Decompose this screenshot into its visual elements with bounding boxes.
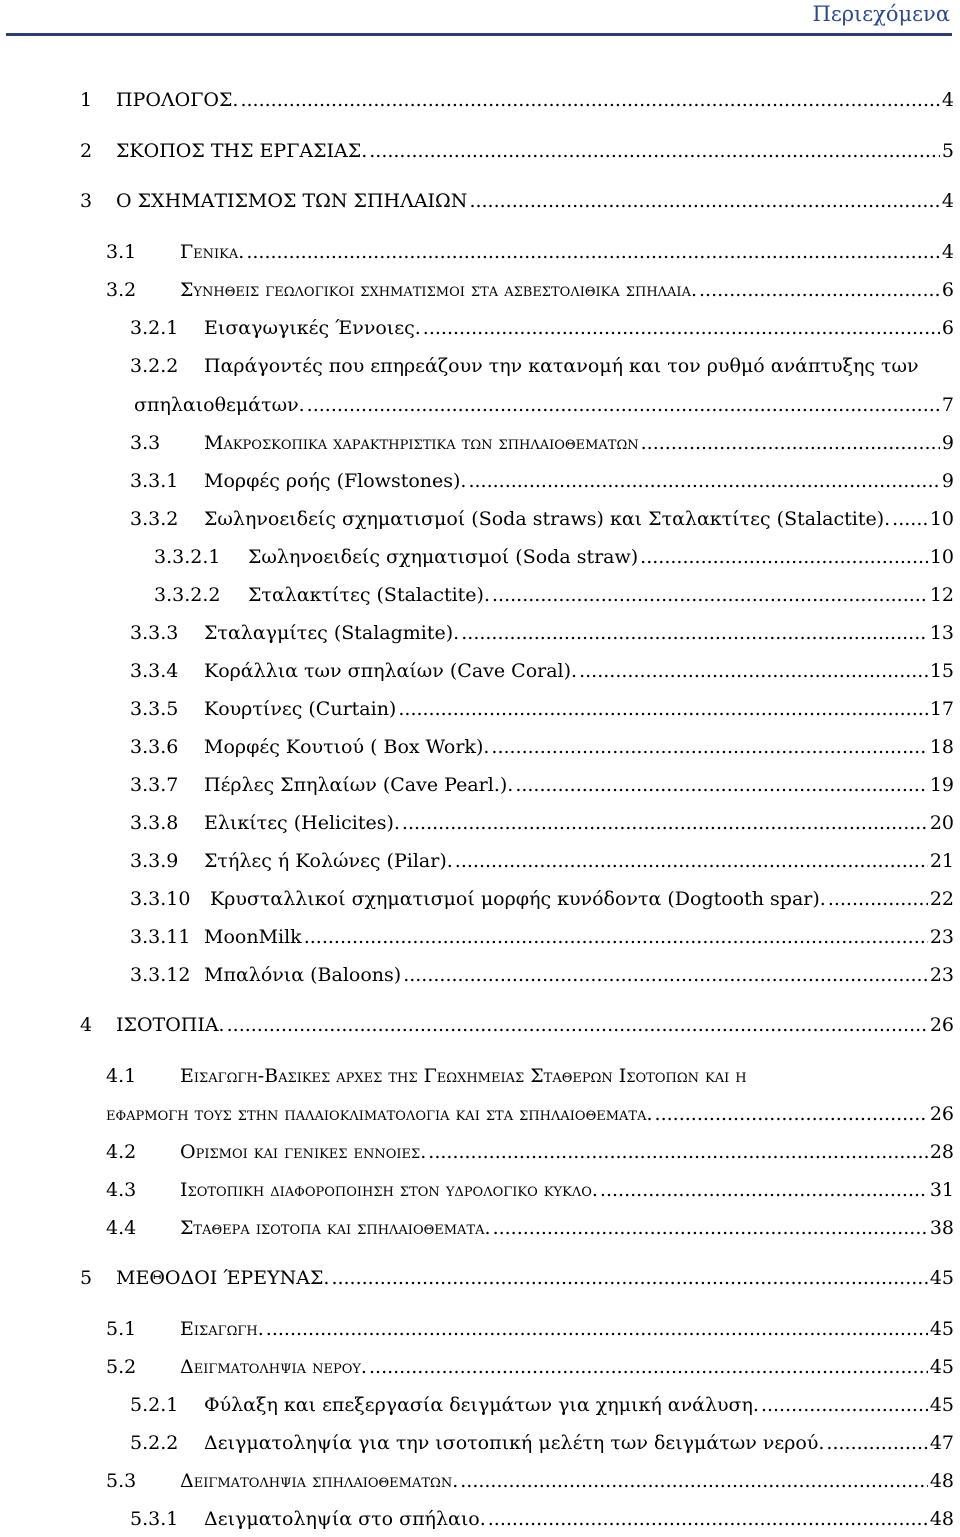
toc-title: Μπαλόνια (Baloons) [204, 964, 402, 986]
toc-title: ΠΡΟΛΟΓΟΣ. [116, 89, 239, 111]
toc-leader [331, 1260, 927, 1296]
page-header-title: Περιεχόμενα [812, 2, 950, 26]
toc-title: Παράγοντές που επηρεάζουν την κατανομή και τον ρυθμό ανάπτυξης των [204, 355, 919, 377]
toc-leader [423, 310, 940, 346]
toc-entry[interactable] [130, 691, 954, 727]
toc-page: 28 [929, 1141, 954, 1163]
toc-number: 1 [80, 89, 93, 111]
toc-page: 6 [941, 317, 954, 339]
toc-page: 48 [929, 1470, 954, 1492]
toc-leader [600, 1172, 928, 1208]
toc-entry[interactable] [154, 577, 954, 613]
toc-entry[interactable] [130, 348, 954, 384]
toc-leader [515, 767, 928, 803]
toc-number: 5.3.1 [130, 1508, 179, 1530]
toc-title: ΣΚΟΠΟΣ ΤΗΣ ΕΡΓΑΣΙΑΣ. [116, 140, 368, 162]
toc-number: 4.1 [106, 1065, 137, 1087]
toc-entry[interactable] [106, 272, 954, 308]
toc-title-continued: εφαρμογη τους στην παλαιοκλιματολογια και στα σπηλαιοθεματα. [106, 1103, 653, 1125]
toc-entry[interactable] [80, 133, 954, 169]
toc-entry[interactable] [130, 919, 954, 955]
toc-page: 10 [929, 546, 954, 568]
toc-entry[interactable] [106, 1311, 954, 1347]
toc-title: Συνηθεις γεωλογικοι σχηματισμοι στα ασβεστολιθικα σπηλαια. [180, 279, 697, 301]
toc-title: Φύλαξη και επεξεργασία δειγμάτων για χημική ανάλυση. [204, 1394, 759, 1416]
toc-number: 5.2 [106, 1356, 137, 1378]
toc-leader [428, 1134, 928, 1170]
toc-entry[interactable] [130, 957, 954, 993]
toc-leader [640, 539, 928, 575]
toc-page: 7 [941, 394, 954, 416]
toc-entry[interactable] [106, 1134, 954, 1170]
toc-number: 3.3.1 [130, 470, 179, 492]
toc-title: Σταλακτίτες (Stalactite). [248, 584, 490, 606]
toc-entry[interactable] [130, 729, 954, 765]
toc-number: 3.3.3 [130, 622, 179, 644]
toc-leader [460, 1463, 928, 1499]
toc-entry[interactable] [80, 1007, 954, 1043]
toc-page: 45 [929, 1267, 954, 1289]
toc-entry[interactable] [130, 463, 954, 499]
toc-number: 3.3.10 [130, 888, 191, 910]
toc-number: 3.3.8 [130, 812, 179, 834]
toc-leader [240, 82, 939, 118]
toc-entry-continuation[interactable] [106, 1096, 954, 1132]
toc-leader [403, 957, 928, 993]
toc-number: 3.3.6 [130, 736, 179, 758]
toc-title: Σταθερα ισοτοπα και σπηλαιοθεματα. [180, 1217, 491, 1239]
toc-number: 4.3 [106, 1179, 137, 1201]
toc-number: 5.2.1 [130, 1394, 179, 1416]
toc-title: Ισοτοπικη διαφοροποιηση στον υδρολογικο κυκλο. [180, 1179, 598, 1201]
toc-leader [369, 133, 940, 169]
toc-page: 31 [929, 1179, 954, 1201]
toc-page: 26 [929, 1103, 954, 1125]
toc-title: Σωληνοειδείς σχηματισμοί (Soda straw) [248, 546, 639, 568]
toc-title: Δειγματοληψια σπηλαιοθεματων. [180, 1470, 459, 1492]
toc-number: 3.3.2 [130, 508, 179, 530]
toc-title: Γενικα. [180, 241, 245, 263]
toc-leader [826, 1425, 927, 1461]
toc-leader [468, 463, 939, 499]
toc-leader [761, 1387, 928, 1423]
toc-title: Ελικίτες (Helicites). [204, 812, 400, 834]
toc-page: 20 [929, 812, 954, 834]
toc-page: 9 [941, 470, 954, 492]
toc-leader [828, 881, 928, 917]
toc-leader [892, 501, 928, 537]
toc-page: 23 [929, 926, 954, 948]
toc-entry[interactable] [130, 310, 954, 346]
toc-title: Κουρτίνες (Curtain) [204, 698, 397, 720]
toc-leader [266, 1311, 928, 1347]
toc-number: 5 [80, 1267, 93, 1289]
toc-entry[interactable] [130, 843, 954, 879]
toc-leader [246, 234, 940, 270]
toc-leader [491, 729, 927, 765]
toc-number: 3.2.1 [130, 317, 179, 339]
toc-page: 18 [929, 736, 954, 758]
toc-leader [655, 1096, 928, 1132]
toc-leader [455, 843, 928, 879]
toc-title: Μορφές ροής (Flowstones). [204, 470, 467, 492]
toc-title-continued: σπηλαιοθεμάτων. [134, 394, 305, 416]
toc-leader [227, 1007, 928, 1043]
toc-number: 4.4 [106, 1217, 137, 1239]
toc-title: Εισαγωγικές Έννοιες. [204, 317, 421, 339]
toc-leader [369, 1349, 928, 1385]
toc-page: 6 [941, 279, 954, 301]
toc-page: 17 [929, 698, 954, 720]
toc-leader [469, 183, 939, 219]
toc-page: 47 [929, 1432, 954, 1454]
toc-number: 3.3.2.1 [154, 546, 221, 568]
toc-number: 3.3 [130, 432, 161, 454]
toc-page: 12 [929, 584, 954, 606]
toc-title: Δειγματοληψία για την ισοτοπική μελέτη των δειγμάτων νερού. [204, 1432, 825, 1454]
toc-number: 4.2 [106, 1141, 137, 1163]
toc-number: 3.3.11 [130, 926, 191, 948]
toc-entry[interactable] [106, 1210, 954, 1246]
toc-entry[interactable] [130, 1425, 954, 1461]
toc-title: Κρυσταλλικοί σχηματισμοί μορφής κυνόδοντα (Dogtooth spar). [210, 888, 826, 910]
toc-entry[interactable] [130, 653, 954, 689]
toc-number: 5.2.2 [130, 1432, 179, 1454]
toc-title: Μορφές Κουτιού ( Box Work). [204, 736, 490, 758]
toc-number: 3.3.7 [130, 774, 179, 796]
toc-number: 3.3.12 [130, 964, 191, 986]
toc-number: 3.3.4 [130, 660, 179, 682]
toc-title: Στήλες ή Κολώνες (Pilar). [204, 850, 453, 872]
toc-entry[interactable] [80, 1260, 954, 1296]
toc-title: Σταλαγμίτες (Stalagmite). [204, 622, 460, 644]
toc-page: 15 [929, 660, 954, 682]
toc-number: 2 [80, 140, 93, 162]
toc-title: Πέρλες Σπηλαίων (Cave Pearl.). [204, 774, 514, 796]
toc-leader [493, 1210, 928, 1246]
toc-page: 9 [941, 432, 954, 454]
toc-page: 38 [929, 1217, 954, 1239]
toc-entry[interactable] [130, 1387, 954, 1423]
toc-title: Ο ΣΧΗΜΑΤΙΣΜΟΣ ΤΩΝ ΣΠΗΛΑΙΩΝ [116, 190, 468, 212]
toc-number: 5.1 [106, 1318, 137, 1340]
toc-entry[interactable] [130, 805, 954, 841]
toc-leader [307, 387, 940, 423]
toc-entry[interactable] [106, 1058, 954, 1094]
toc-entry[interactable] [80, 82, 954, 118]
toc-number: 3.3.9 [130, 850, 179, 872]
toc-entry[interactable] [130, 501, 954, 537]
toc-entry[interactable] [130, 767, 954, 803]
toc-entry[interactable] [106, 234, 954, 270]
toc-page: 48 [929, 1508, 954, 1530]
toc-leader [304, 919, 928, 955]
toc-number: 3.3.2.2 [154, 584, 221, 606]
toc-number: 3.2.2 [130, 355, 179, 377]
toc-page: 5 [941, 140, 954, 162]
toc-entry[interactable] [130, 881, 954, 917]
toc-page: 4 [941, 241, 954, 263]
toc-entry[interactable] [106, 1349, 954, 1385]
toc-entry-continuation[interactable] [134, 387, 954, 423]
toc-page: 13 [929, 622, 954, 644]
toc-title: Δειγματοληψια νερου. [180, 1356, 367, 1378]
toc-number: 3.1 [106, 241, 137, 263]
toc-page: 26 [929, 1014, 954, 1036]
toc-number: 3.2 [106, 279, 137, 301]
toc-title: Εισαγωγη. [180, 1318, 264, 1340]
toc-page: 45 [929, 1318, 954, 1340]
toc-page: 10 [929, 508, 954, 530]
toc-leader [699, 272, 940, 308]
toc-leader [579, 653, 928, 689]
toc-title: Δειγματοληψία στο σπήλαιο. [204, 1508, 486, 1530]
toc-page: 22 [929, 888, 954, 910]
toc-title: Κοράλλια των σπηλαίων (Cave Coral). [204, 660, 578, 682]
toc-number: 5.3 [106, 1470, 137, 1492]
toc-leader [402, 805, 928, 841]
toc-entry[interactable] [154, 539, 954, 575]
toc-entry[interactable] [130, 425, 954, 461]
toc-page: 4 [941, 89, 954, 111]
toc-entry[interactable] [80, 183, 954, 219]
toc-entry[interactable] [106, 1463, 954, 1499]
toc-page: 21 [929, 850, 954, 872]
toc-page: 19 [929, 774, 954, 796]
toc-leader [398, 691, 927, 727]
toc-entry[interactable] [106, 1172, 954, 1208]
toc-title: Εισαγωγη-Βασικες αρχες της Γεωχημειας Σταθερων Ισοτοπων και η [180, 1065, 747, 1087]
toc-leader [641, 425, 940, 461]
toc-number: 3 [80, 190, 93, 212]
toc-entry[interactable] [130, 615, 954, 651]
toc-page: 4 [941, 190, 954, 212]
toc-leader [461, 615, 928, 651]
toc-title: MoonMilk [204, 926, 302, 948]
toc-title: ΜΕΘΟΔΟΙ ΈΡΕΥΝΑΣ. [116, 1267, 330, 1289]
header-rule [6, 33, 952, 36]
toc-title: Ορισμοι και γενικες εννοιες. [180, 1141, 427, 1163]
toc-number: 4 [80, 1014, 93, 1036]
toc-number: 3.3.5 [130, 698, 179, 720]
toc-page: 45 [929, 1356, 954, 1378]
toc-title: Μακροσκοπικα χαρακτηριστικα των σπηλαιοθεματων [204, 432, 639, 454]
toc-title: Σωληνοειδείς σχηματισμοί (Soda straws) και Σταλακτίτες (Stalactite). [204, 508, 891, 530]
toc-page: 23 [929, 964, 954, 986]
toc-leader [492, 577, 928, 613]
toc-page: 45 [929, 1394, 954, 1416]
toc-title: ΙΣΟΤΟΠΙΑ. [116, 1014, 225, 1036]
